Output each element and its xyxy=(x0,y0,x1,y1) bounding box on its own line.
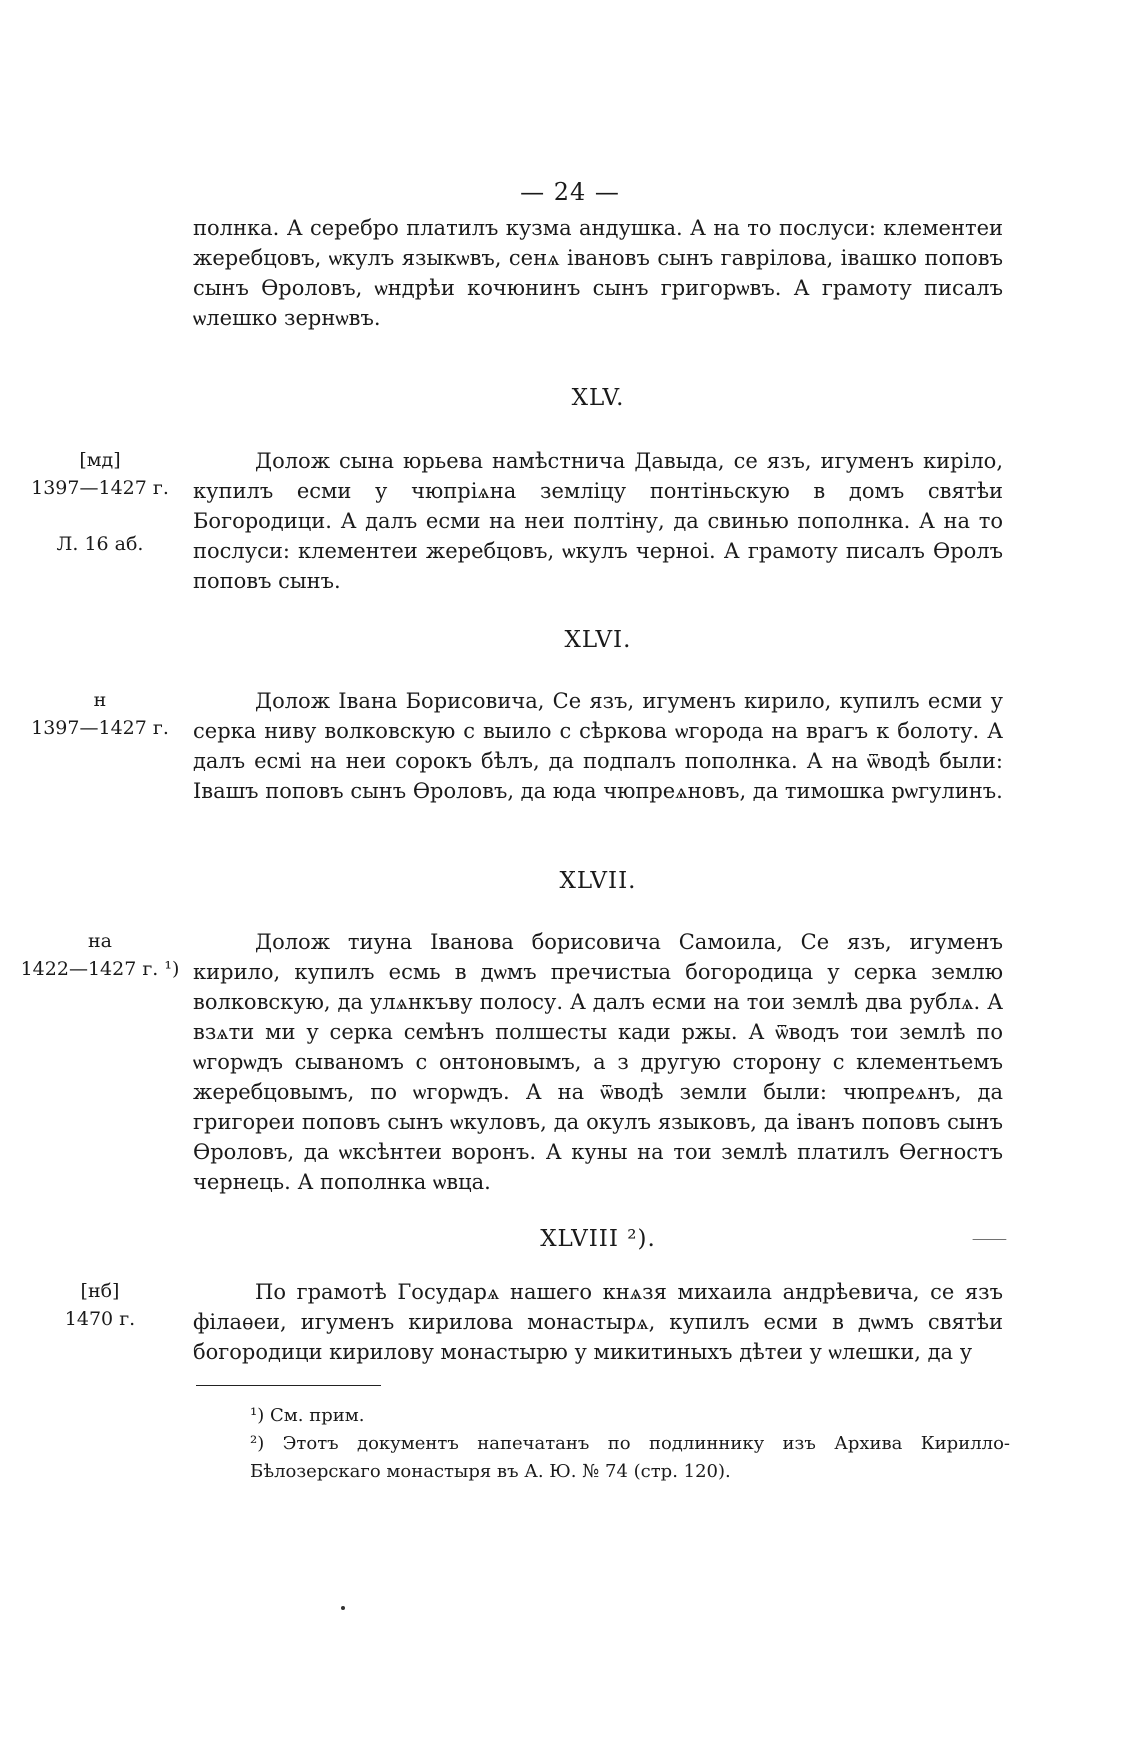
margin-note-xlv xyxy=(20,446,180,558)
section-heading-xlvi: XLVI. xyxy=(564,627,632,653)
margin-note-xlvi xyxy=(20,686,180,742)
top-paragraph: полнка. А серебро платилъ кузма андушка. А на то послуси: клементеи жеребцовъ, ѡкулъ языкѡвъ, сенѧ івановъ сынъ гаврілова, івашко поповъ сынъ Ѳроловъ, ѡндрѣи кочюнинъ сынъ григорѡвъ. А грамоту писалъ ѡлешко зернѡвъ. xyxy=(193,216,1003,330)
margin-date: 1397—1427 г. xyxy=(31,477,169,499)
section-heading-xlv: XLV. xyxy=(571,385,625,411)
footnote-1 xyxy=(250,1402,1020,1430)
margin-date: 1470 г. xyxy=(64,1308,136,1330)
footnote-text: Этотъ документъ напечатанъ по подлиннику изъ Архива Кирилло-Бѣлозерскаго монастыря въ А. Ю. № 74 (стр. 120). xyxy=(250,1433,1010,1482)
margin-note-xlvii xyxy=(20,927,180,983)
footnote-2 xyxy=(250,1430,1010,1486)
footnote-text: См. прим. xyxy=(269,1405,365,1426)
footnote-mark: ¹) xyxy=(250,1405,265,1426)
paper-speck xyxy=(341,1606,345,1610)
margin-note-xlviii xyxy=(20,1277,180,1333)
margin-numeral: [нб] xyxy=(80,1280,120,1302)
margin-date: 1422—1427 г. ¹) xyxy=(20,958,180,980)
section-text-xlvi: Долож Івана Борисовича, Се язъ, игуменъ кирило, купилъ есми у серка ниву волковскую с выило с сѣркова ѡгорода на врагъ к болоту. А далъ есмі на неи сорокъ бѣлъ, да подпалъ пополнка. А на ѿводѣ были: Івашъ поповъ сынъ Ѳроловъ, да юда чюпреѧновъ, да тимошка рѡгулинъ. xyxy=(193,689,1003,803)
section-text-xlvii: Долож тиуна Іванова борисовича Самоила, Се язъ, игуменъ кирило, купилъ есмь в дѡмъ пречистыа богородица у серка землю волковскую, да улѧнкъву полосу. А далъ есми на тои землѣ два рублѧ. А взѧти ми у серка семѣнъ полшесты кади ржы. А ѿводъ тои землѣ по ѡгорѡдъ сываномъ с онтоновымъ, а з другую сторону с клементьемъ жеребцовымъ, по ѡгорѡдъ. А на ѿводѣ земли были: чюпреѧнъ, да григореи поповъ сынъ ѡкуловъ, да окулъ языковъ, да іванъ поповъ сынъ Ѳроловъ, да ѡксѣнтеи воронъ. А куны на тои землѣ платилъ Ѳегностъ чернець. А пополнка ѡвца. xyxy=(193,930,1003,1194)
margin-folio: Л. 16 аб. xyxy=(56,533,144,555)
margin-numeral: [мд] xyxy=(79,449,121,471)
footnote-rule xyxy=(196,1385,381,1386)
margin-numeral: н xyxy=(93,689,107,711)
section-text-xlv: Долож сына юрьева намѣстнича Давыда, се язъ, игуменъ киріло, купилъ есми у чюпріѧна земліцу понтіньскую в домъ святѣи Богородици. А далъ есми на неи полтіну, да свинью пополнка. А на то послуси: клементеи жеребцовъ, ѡкулъ черноі. А грамоту писалъ Ѳролъ поповъ сынъ. xyxy=(193,449,1003,593)
section-heading-xlviii: XLVIII ²). xyxy=(540,1226,656,1252)
margin-date: 1397—1427 г. xyxy=(31,717,169,739)
section-heading-xlvii: XLVII. xyxy=(559,868,637,894)
stray-mark: ⸻ xyxy=(972,1231,1007,1247)
page-number: — 24 — xyxy=(520,178,620,206)
footnote-mark: ²) xyxy=(250,1433,265,1454)
section-text-xlviii: По грамотѣ Государѧ нашего кнѧзя михаила андрѣевича, се язъ філаѳеи, игуменъ кирилова монастырѧ, купилъ есми в дѡмъ святѣи богородици кирилову монастырю у микитиныхъ дѣтеи у ѡлешки, да у xyxy=(193,1280,1003,1364)
margin-numeral: на xyxy=(88,930,112,952)
